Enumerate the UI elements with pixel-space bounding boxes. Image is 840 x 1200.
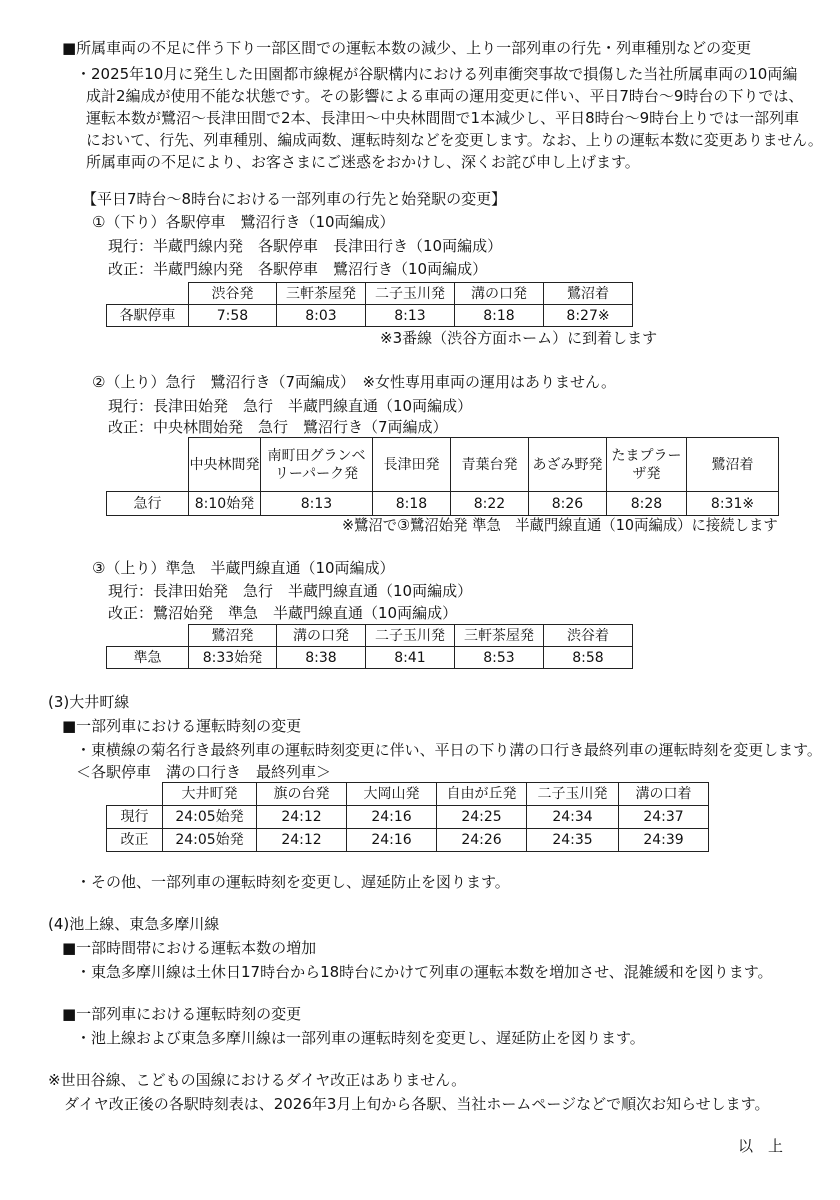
table-cell: 8:33始発 [189, 647, 277, 669]
table-cell: 24:37 [619, 806, 709, 829]
table-header: 三軒茶屋発 [455, 625, 544, 647]
table-row [107, 806, 709, 829]
table-cell: 8:41 [366, 647, 455, 669]
table-cell: 7:58 [189, 305, 277, 327]
table-header: 長津田発 [373, 438, 451, 492]
table-cell: 24:05始発 [163, 829, 257, 852]
table-cell: 8:10始発 [189, 492, 261, 516]
ikegami-heading2: ■一部列車における運転時刻の変更 [62, 1005, 302, 1023]
train2-current: 現行：長津田始発 急行 半蔵門線直通（10両編成） [108, 397, 473, 415]
ikegami-heading1: ■一部時間帯における運転本数の増加 [62, 939, 317, 957]
table-cell: 8:13 [366, 305, 455, 327]
table-cell: 8:22 [451, 492, 529, 516]
table-row [107, 829, 709, 852]
table-corner [107, 438, 189, 492]
intro-line: 成計2編成が使用不能な状態です。その影響による車両の運用変更に伴い、平日7時台～9時台の下りでは、 [86, 87, 804, 105]
footer-note2: ダイヤ改正後の各駅時刻表は、2026年3月上旬から各駅、当社ホームページなどで順次お知らせします。 [64, 1095, 770, 1113]
table-header: 旗の台発 [257, 783, 347, 806]
table-corner [107, 625, 189, 647]
table-header: 鷺沼着 [544, 283, 633, 305]
table-cell: 24:26 [437, 829, 527, 852]
oimachi-text: ・東横線の菊名行き最終列車の運転時刻変更に伴い、平日の下り溝の口行き最終列車の運転時刻を変更します。 [76, 741, 822, 759]
train2-revised: 改正：中央林間始発 急行 鷺沼行き（7両編成） [108, 418, 448, 436]
intro-line: 所属車両の不足により、お客さまにご迷惑をおかけし、深くお詫び申し上げます。 [86, 153, 640, 171]
table-cell: 8:58 [544, 647, 633, 669]
table-cell: 8:53 [455, 647, 544, 669]
table-header: 溝の口発 [455, 283, 544, 305]
table-cell: 8:28 [607, 492, 687, 516]
table-header: 二子玉川発 [366, 283, 455, 305]
footer-end: 以 上 [738, 1137, 784, 1155]
intro-line: 運転本数が鷺沼～長津田間で2本、長津田～中央林間間で1本減少し、平日8時台～9時台上りでは一部列車 [86, 109, 800, 127]
train3-revised: 改正：鷺沼始発 準急 半蔵門線直通（10両編成） [108, 604, 458, 622]
table-cell: 8:13 [261, 492, 373, 516]
footer-note1: ※世田谷線、こどもの国線におけるダイヤ改正はありません。 [48, 1071, 467, 1089]
train1-title: ①（下り）各駅停車 鷺沼行き（10両編成） [92, 213, 395, 231]
table-cell: 8:31※ [687, 492, 779, 516]
oimachi-table-title: ＜各駅停車 溝の口行き 最終列車＞ [76, 763, 332, 781]
table-header: 南町田グランベリーパーク発 [261, 438, 373, 492]
table-header: 大岡山発 [347, 783, 437, 806]
table-row-label: 各駅停車 [107, 305, 189, 327]
table-row-label: 現行 [107, 806, 163, 829]
table-header: 鷺沼着 [687, 438, 779, 492]
oimachi-table [106, 782, 709, 852]
table-cell: 24:16 [347, 829, 437, 852]
oimachi-other: ・その他、一部列車の運転時刻を変更し、遅延防止を図ります。 [76, 873, 510, 891]
table-row-label: 準急 [107, 647, 189, 669]
table-header: 二子玉川発 [366, 625, 455, 647]
table-header: 自由が丘発 [437, 783, 527, 806]
ikegami-text2: ・池上線および東急多摩川線は一部列車の運転時刻を変更し、遅延防止を図ります。 [76, 1029, 645, 1047]
table-cell: 24:12 [257, 806, 347, 829]
table-header: 大井町発 [163, 783, 257, 806]
table-cell: 24:39 [619, 829, 709, 852]
table-corner [107, 783, 163, 806]
train1-current: 現行：半蔵門線内発 各駅停車 長津田行き（10両編成） [108, 237, 503, 255]
train2-table [106, 437, 779, 516]
table-header: あざみ野発 [529, 438, 607, 492]
table-header: 中央林間発 [189, 438, 261, 492]
table-cell: 8:18 [373, 492, 451, 516]
table-header: 渋谷発 [189, 283, 277, 305]
oimachi-heading: ■一部列車における運転時刻の変更 [62, 717, 302, 735]
table-cell: 24:12 [257, 829, 347, 852]
oimachi-section: (3)大井町線 [48, 693, 130, 711]
table-cell: 8:26 [529, 492, 607, 516]
table-cell: 8:03 [277, 305, 366, 327]
train1-note: ※3番線（渋谷方面ホーム）に到着します [380, 329, 658, 347]
intro-heading: ■所属車両の不足に伴う下り一部区間での運転本数の減少、上り一部列車の行先・列車種別などの変更 [62, 39, 752, 57]
train3-current: 現行：長津田始発 急行 半蔵門線直通（10両編成） [108, 582, 473, 600]
table-header: 三軒茶屋発 [277, 283, 366, 305]
train2-note: ※鷺沼で③鷺沼始発 準急 半蔵門線直通（10両編成）に接続します [342, 516, 778, 534]
table-cell: 8:18 [455, 305, 544, 327]
train2-title: ②（上り）急行 鷺沼行き（7両編成） ※女性専用車両の運用はありません。 [92, 373, 616, 391]
ikegami-section: (4)池上線、東急多摩川線 [48, 915, 220, 933]
table-header: 溝の口発 [277, 625, 366, 647]
table-header: たまプラーザ発 [607, 438, 687, 492]
table-header: 溝の口着 [619, 783, 709, 806]
train3-table [106, 624, 633, 669]
train1-revised: 改正：半蔵門線内発 各駅停車 鷺沼行き（10両編成） [108, 260, 488, 278]
table-row-label: 急行 [107, 492, 189, 516]
table-cell: 24:34 [527, 806, 619, 829]
table-row-label: 改正 [107, 829, 163, 852]
table-cell: 8:38 [277, 647, 366, 669]
table-cell: 24:25 [437, 806, 527, 829]
table-header: 二子玉川発 [527, 783, 619, 806]
train3-title: ③（上り）準急 半蔵門線直通（10両編成） [92, 559, 395, 577]
train1-table [106, 282, 633, 327]
table-corner [107, 283, 189, 305]
table-cell: 24:16 [347, 806, 437, 829]
weekday-heading: 【平日7時台～8時台における一部列車の行先と始発駅の変更】 [82, 190, 507, 208]
table-cell: 24:35 [527, 829, 619, 852]
intro-line: において、行先、列車種別、編成両数、運転時刻などを変更します。なお、上りの運転本数に変更ありません。 [86, 131, 823, 149]
ikegami-text1: ・東急多摩川線は土休日17時台から18時台にかけて列車の運転本数を増加させ、混雑緩和を図ります。 [76, 963, 773, 981]
table-header: 青葉台発 [451, 438, 529, 492]
table-header: 鷺沼発 [189, 625, 277, 647]
table-header: 渋谷着 [544, 625, 633, 647]
intro-line: ・2025年10月に発生した田園都市線梶が谷駅構内における列車衝突事故で損傷した当社所属車両の10両編 [76, 65, 798, 83]
table-cell: 24:05始発 [163, 806, 257, 829]
table-cell: 8:27※ [544, 305, 633, 327]
